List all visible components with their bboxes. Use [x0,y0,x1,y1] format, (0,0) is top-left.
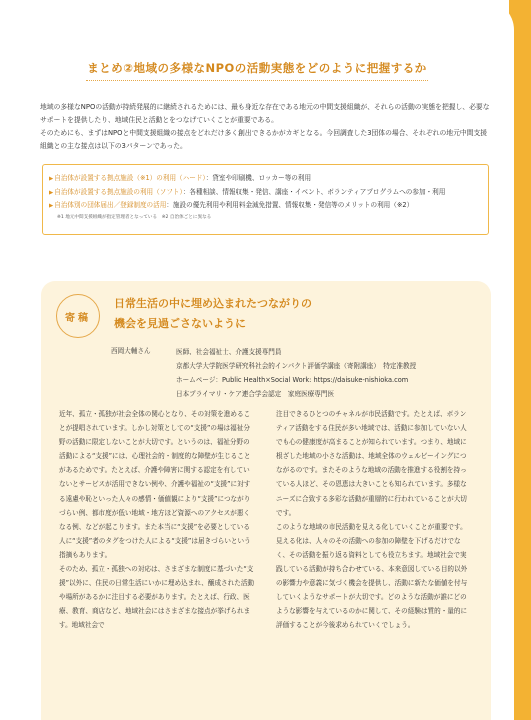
triangle-bullet-icon: ▶ [49,189,54,196]
contact-points-box [42,164,489,235]
contact-point-detail: ：施設の優先利用や利用料金減免措置、情報収集・発信等のメリットの利用（※2） [166,201,414,209]
summary-heading: まとめ②地域の多様なNPOの活動実態をどのように把握するか [87,61,427,75]
author-name: 西岡大輔さん [111,347,151,355]
contact-point-lead: 自治体別の団体届出／登録制度の活用 [54,201,167,209]
contribution-badge: 寄稿 [56,294,100,338]
intro-paragraph: そのためにも、まずはNPOと中間支援組織の接点をどれだけ多く創出できるかがカギとなる。今回調査した3団体の場合、それぞれの地元中間支援組織との主な接点は以下の3パターンであった。 [40,129,488,150]
body-paragraph: このような地域の市民活動を見える化していくことが重要です。見える化は、人々のその活動への参加の障壁を下げるだけでなく、その活動を振り返る資料としても役立ちます。地域社会で実践している活動が持ち合わせている、本来意図している目的以外の影響力や意義に気づく機会を提供し、活動に新たな価値を付与していくようなサポートが大切です。どのような活動が誰にどのような影響を与えているのかに関して、その経験は質的・量的に評価することが今後求められていくでしょう。 [276,522,468,630]
affiliation-line: 京都大学大学院医学研究科社会的インパクト評価学講座（寄附講座） 特定准教授 [176,362,417,370]
contact-point-lead: 自治体が設置する拠点施設（※1）の利用（ハード） [54,174,206,182]
summary-intro [40,101,490,153]
summary-divider [86,80,428,81]
contact-point-item [49,199,482,213]
intro-paragraph: 地域の多様なNPOの活動が持続発展的に継続されるためには、最も身近な存在である地元の中間支援組織が、それらの活動の実態を把握し、必要なサポートを提供したり、地域住民と活動とをつなげていくことが重要である。 [40,103,490,124]
contact-point-detail: ：各種相談、情報収集・発信、講座・イベント、ボランティアプログラムへの参加・利用 [182,187,446,196]
triangle-bullet-icon: ▶ [49,176,54,182]
contribution-title-line: 機会を見過ごさないように [114,317,246,330]
contact-point-lead: 自治体が設置する拠点施設の利用（ソフト） [54,187,183,196]
body-column-right [276,407,472,633]
body-paragraph: 近年、孤立・孤独が社会全体の関心となり、その対策を進めることが提唱されています。しかし対策としての“支援”の場は福祉分野の活動に限定しないことが大切です。というのは、福祉分野の活動による“支援”には、心理社会的・制度的な障壁が生じることがあるためです。たとえば、介護や障害に関する認定を有していないとサービスが活用できない例や、介護や福祉の“支援”に対する遠慮や恥といった人々の感情・価値観により“支援”につながりづらい例、都市度が低い地域・地方ほど資源へのアクセスが悪くなる例、などが起こります。また本当に“支援”を必要としている人に“支援”者のタグをつけた人による“支援”は届きづらいという指摘もあります。 [59,410,251,559]
author-affiliations [176,345,486,401]
body-column-left [59,407,255,633]
contribution-title [114,294,474,334]
contribution-title-line: 日常生活の中に埋め込まれたつながりの [114,297,312,310]
affiliation-line: ホームページ：Public Health×Social Work: https://daisuke-nishioka.com [176,376,409,384]
contact-point-item [49,172,482,186]
contact-point-item [49,186,482,200]
triangle-bullet-icon: ▶ [49,203,54,209]
body-paragraph: 注目できるひとつのチャネルが市民活動です。たとえば、ボランティア活動をする住民が多い地域では、活動に参加していない人でも心の健康度が高まることが知られています。つまり、地域に根ざした地域の小さな活動は、地域全体のウェルビーイングにつながるのです。またそのような地域の活動を推進する役割を持っている人ほど、その恩恵は大きいことも知られています。多様なニーズに合致する多彩な活動が重層的に行われていることが大切です。 [276,410,467,517]
body-paragraph: そのため、孤立・孤独への対応は、さまざまな制度に基づいた“支援”以外に、住民の日常生活にいかに埋め込まれ、醸成された活動や場所があるかに注目する必要があります。たとえば、行政、医療、教育、商店など、地域社会にはさまざまな接点が挙げられます。地域社会で [59,565,255,630]
footnote: ※1 地元中間支援組織が指定管理者となっている ※2 自治体ごとに異なる [57,214,212,220]
contribution-panel [41,281,491,720]
affiliation-line: 医師、社会福祉士、介護支援専門員 [176,348,282,356]
affiliation-line: 日本プライマリ・ケア連合学会認定 家庭医療専門医 [176,390,335,398]
contact-point-detail: ：貸室や印刷機、ロッカー等の利用 [205,174,312,182]
